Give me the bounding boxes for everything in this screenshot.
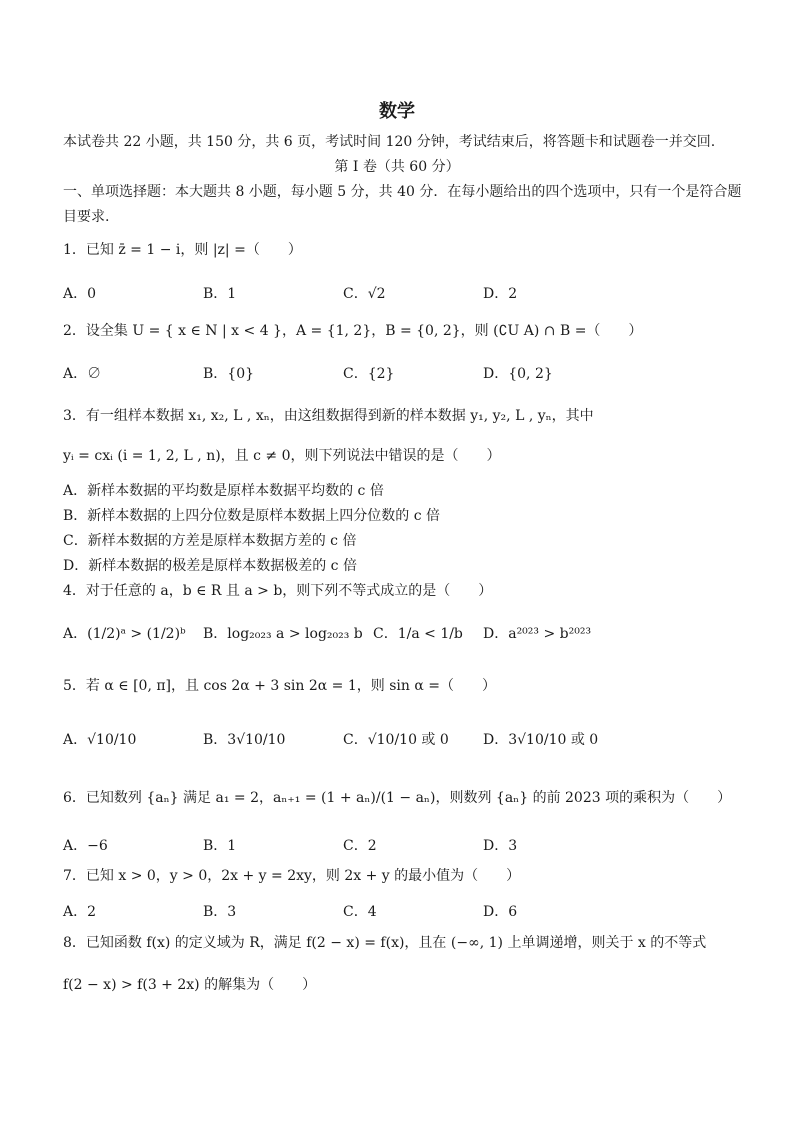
question-4-option-b: B．log₂₀₂₃ a > log₂₀₂₃ b xyxy=(203,626,363,642)
part-title: 第 I 卷（共 60 分） xyxy=(334,159,460,175)
question-1-option-d: D．2 xyxy=(483,286,518,302)
question-8-stem: 8．已知函数 f(x) 的定义域为 R，满足 f(2 − x) = f(x)，且在 (−∞, 1) 上单调递增，则关于 x 的不等式 xyxy=(63,935,707,951)
question-7-option-a: A．2 xyxy=(63,904,97,920)
section-heading-cont: 目要求. xyxy=(63,209,110,225)
question-5-option-b: B．3√10/10 xyxy=(203,732,286,748)
question-5-option-c: C．√10/10 或 0 xyxy=(343,732,449,748)
exam-intro: 本试卷共 22 小题，共 150 分，共 6 页，考试时间 120 分钟，考试结束后，将答题卡和试题卷一并交回. xyxy=(63,134,716,150)
question-3-stem: 3．有一组样本数据 x₁, x₂, L , xₙ，由这组数据得到新的样本数据 y₁, y₂, L , yₙ，其中 xyxy=(63,408,594,424)
question-6-option-c: C．2 xyxy=(343,838,377,854)
question-6-stem: 6．已知数列 {aₙ} 满足 a₁ = 2，aₙ₊₁ = (1 + aₙ)/(1 − aₙ)，则数列 {aₙ} 的前 2023 项的乘积为（ ） xyxy=(63,790,732,806)
question-3-stem-cont: yᵢ = cxᵢ (i = 1, 2, L , n)，且 c ≠ 0，则下列说法中错误的是（ ） xyxy=(63,448,501,464)
question-4-option-a: A．(1/2)ᵃ > (1/2)ᵇ xyxy=(63,626,186,642)
question-2-stem: 2．设全集 U = { x ∈ N | x < 4 }，A = {1, 2}，B = {0, 2}，则 (∁U A) ∩ B =（ ） xyxy=(63,323,643,339)
question-7-stem: 7．已知 x > 0，y > 0，2x + y = 2xy，则 2x + y 的最小值为（ ） xyxy=(63,868,521,884)
page-title: 数学 xyxy=(379,101,415,122)
question-6-option-d: D．3 xyxy=(483,838,518,854)
question-5-option-d: D．3√10/10 或 0 xyxy=(483,732,599,748)
question-2-option-c: C．{2} xyxy=(343,366,395,382)
question-7-option-c: C．4 xyxy=(343,904,377,920)
question-1-option-b: B．1 xyxy=(203,286,237,302)
question-4-option-d: D．a²⁰²³ > b²⁰²³ xyxy=(483,626,592,642)
question-1-option-a: A．0 xyxy=(63,286,97,302)
question-4-stem: 4．对于任意的 a，b ∈ R 且 a > b，则下列不等式成立的是（ ） xyxy=(63,583,493,599)
question-2-option-a: A．∅ xyxy=(63,366,102,382)
question-3-option-c: C．新样本数据的方差是原样本数据方差的 c 倍 xyxy=(63,533,357,549)
question-6-option-b: B．1 xyxy=(203,838,237,854)
question-1-option-c: C．√2 xyxy=(343,286,386,302)
question-6-option-a: A．−6 xyxy=(63,838,108,854)
question-3-option-b: B．新样本数据的上四分位数是原样本数据上四分位数的 c 倍 xyxy=(63,508,441,524)
question-1-stem: 1．已知 z̄ = 1 − i，则 |z| =（ ） xyxy=(63,242,302,258)
question-5-stem: 5．若 α ∈ [0, π]，且 cos 2α + 3 sin 2α = 1，则 sin α =（ ） xyxy=(63,678,496,694)
question-3-option-d: D．新样本数据的极差是原样本数据极差的 c 倍 xyxy=(63,558,357,574)
question-4-option-c: C．1/a < 1/b xyxy=(373,626,463,642)
section-heading: 一、单项选择题：本大题共 8 小题，每小题 5 分，共 40 分．在每小题给出的四个选项中，只有一个是符合题 xyxy=(63,184,742,200)
question-2-option-b: B．{0} xyxy=(203,366,255,382)
question-7-option-d: D．6 xyxy=(483,904,518,920)
question-7-option-b: B．3 xyxy=(203,904,237,920)
question-8-stem-cont: f(2 − x) > f(3 + 2x) 的解集为（ ） xyxy=(63,977,317,993)
question-5-option-a: A．√10/10 xyxy=(63,732,137,748)
question-2-option-d: D．{0, 2} xyxy=(483,366,553,382)
question-3-option-a: A．新样本数据的平均数是原样本数据平均数的 c 倍 xyxy=(63,483,384,499)
